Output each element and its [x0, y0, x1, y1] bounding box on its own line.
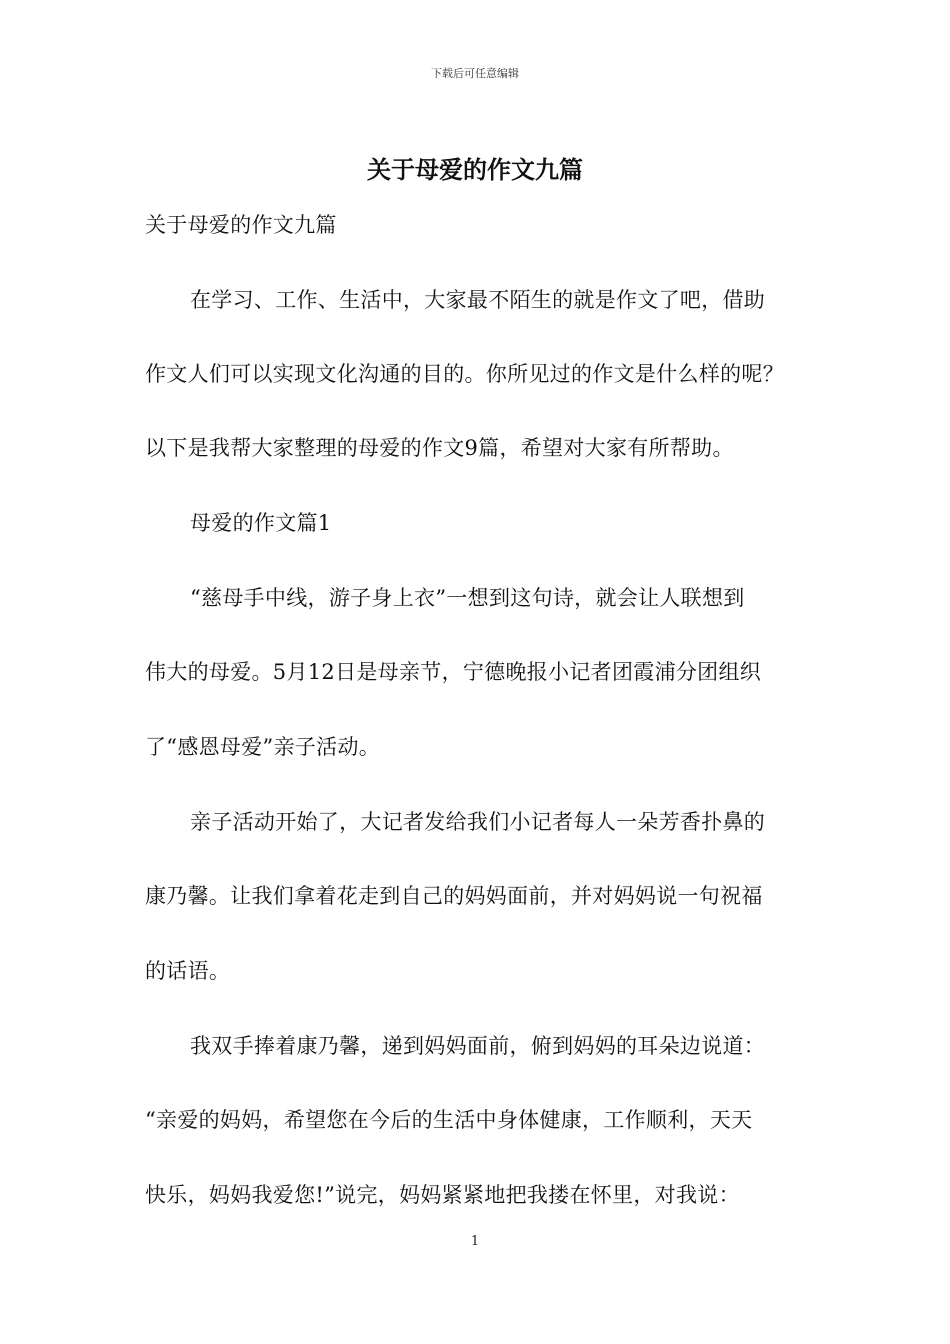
- header-note: 下载后可任意编辑: [431, 67, 519, 80]
- paragraph-line: 康乃馨。让我们拿着花走到自己的妈妈面前，并对妈妈说一句祝福: [145, 884, 763, 908]
- paragraph-line: 在学习、工作、生活中，大家最不陌生的就是作文了吧，借助: [190, 288, 766, 312]
- paragraph-line: 快乐，妈妈我爱您!”说完，妈妈紧紧地把我搂在怀里，对我说：: [145, 1183, 740, 1207]
- paragraph-line: 亲子活动开始了，大记者发给我们小记者每人一朵芳香扑鼻的: [190, 810, 766, 834]
- paragraph-line: 以下是我帮大家整理的母爱的作文9篇，希望对大家有所帮助。: [145, 436, 734, 460]
- paragraph-line: 伟大的母爱。5月12日是母亲节，宁德晚报小记者团霞浦分团组织: [145, 660, 762, 684]
- paragraph-line: 作文人们可以实现文化沟通的目的。你所见过的作文是什么样的呢？: [145, 362, 784, 386]
- paragraph-line: “慈母手中线，游子身上衣”一想到这句诗，就会让人联想到: [190, 586, 745, 610]
- page-number: 1: [470, 1234, 480, 1249]
- paragraph-line: 我双手捧着康乃馨，递到妈妈面前，俯到妈妈的耳朵边说道：: [190, 1034, 766, 1058]
- paragraph-line: 的话语。: [145, 959, 231, 983]
- paragraph-line: “亲爱的妈妈，希望您在今后的生活中身体健康，工作顺利，天天: [145, 1108, 753, 1132]
- section-heading: 母爱的作文篇1: [190, 511, 332, 535]
- document-title: 关于母爱的作文九篇: [367, 155, 583, 184]
- paragraph-line: 了“感恩母爱”亲子活动。: [145, 735, 381, 759]
- subtitle-line: 关于母爱的作文九篇: [145, 213, 337, 237]
